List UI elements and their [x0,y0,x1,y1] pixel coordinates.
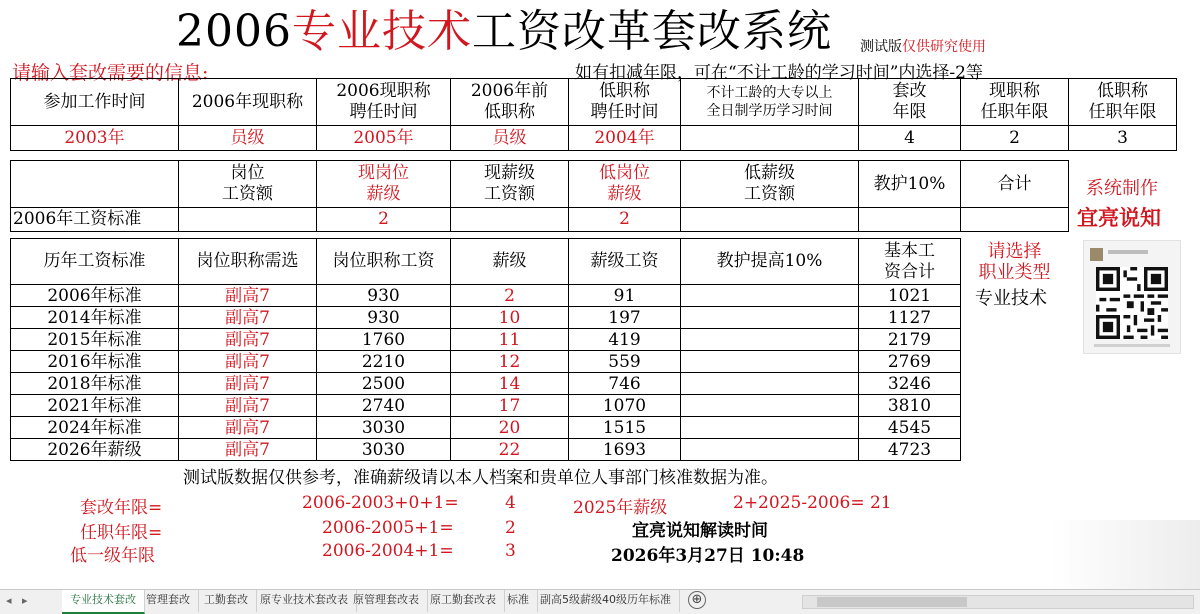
header-yearly-standard: 历年工资标准 [11,239,179,285]
title-pay-value: 1760 [317,329,451,351]
header-edu-nurse-bonus: 教护10% [859,161,961,208]
add-sheet-icon[interactable]: ⊕ [688,591,706,609]
row-label: 2006年标准 [11,285,179,307]
calc-label-lower-years: 低一级年限 [70,546,155,566]
lower-title-select[interactable]: 员级 [451,126,569,151]
grade-value: 12 [451,351,569,373]
header-lower-appoint-date: 低职称 聘任时间 [569,79,681,126]
header-study-time: 不计工龄的大专以上 全日制学历学习时间 [681,79,859,126]
grade-value: 22 [451,439,569,461]
header-basic-total: 基本工 资合计 [859,239,961,285]
beta-label: 测试版 [860,39,902,55]
qr-code-card [1083,240,1181,354]
grade-value: 10 [451,307,569,329]
row-label: 2026年薪级 [11,439,179,461]
qr-caption-placeholder [1094,344,1170,347]
current-title-select[interactable]: 员级 [179,126,317,151]
header-lower-title: 2006年前 低职称 [451,79,569,126]
header-reform-years: 套改 年限 [859,79,961,126]
job-type-prompt: 请选择 职业类型 [978,240,1051,283]
current-grade-pay-value [451,208,569,232]
table-row [11,395,1069,417]
bonus-value [681,285,859,307]
disclaimer: 测试版数据仅供参考，准确薪级请以本人档案和贵单位人事部门核准数据为准。 [183,468,778,488]
header-blank [11,161,179,208]
grade-pay-value: 746 [569,373,681,395]
header-total: 合计 [961,161,1069,208]
lower-post-grade-value: 2 [569,208,681,232]
join-date-input[interactable]: 2003年 [11,126,179,151]
title-select[interactable]: 副高7 [179,329,317,351]
table-row [11,373,1069,395]
yearly-standards-table [10,238,1069,461]
qr-code-icon [1096,267,1168,339]
standard-2006-table [10,160,1069,232]
grade-value: 20 [451,417,569,439]
sheet-tab[interactable]: 原专业技术套改表 [252,590,357,612]
title-select[interactable]: 副高7 [179,351,317,373]
blank-cell [961,351,1069,373]
header-join-date: 参加工作时间 [11,79,179,126]
row-label: 2014年标准 [11,307,179,329]
grade-pay-value: 1693 [569,439,681,461]
calc-result-tenure: 2 [505,518,516,538]
lower-appoint-date-input[interactable]: 2004年 [569,126,681,151]
corner-shade [1050,520,1200,590]
header-current-post-grade: 现岗位 薪级 [317,161,451,208]
title-select[interactable]: 副高7 [179,373,317,395]
blank-cell [961,329,1069,351]
grade-value: 2 [451,285,569,307]
title-pay-value: 3030 [317,417,451,439]
study-time-input[interactable] [681,126,859,151]
basic-total-value: 4723 [859,439,961,461]
blank-cell [961,395,1069,417]
row-label: 2021年标准 [11,395,179,417]
edu-nurse-bonus-value [859,208,961,232]
calc-formula-lower-years: 2006-2004+1= [322,541,454,561]
scrollbar-thumb[interactable] [817,597,967,607]
header-grade-pay: 薪级工资 [569,239,681,285]
grade-value: 11 [451,329,569,351]
table-row [11,307,1069,329]
table-row [11,285,1069,307]
grade-pay-value: 559 [569,351,681,373]
current-post-grade-value: 2 [317,208,451,232]
current-appoint-date-input[interactable]: 2005年 [317,126,451,151]
title-pay-value: 2210 [317,351,451,373]
author-name: 宜亮说知 [1077,205,1161,230]
sheet-tab[interactable]: 专业技术套改 [62,590,145,614]
basic-total-value: 1127 [859,307,961,329]
sheet-tab[interactable]: 原工勤套改表 [422,590,505,612]
deduction-hint: 如有扣减年限，可在“不计工龄的学习时间”内选择-2等 [575,63,983,83]
contact-name-placeholder [1108,250,1148,254]
input-table [10,78,1177,151]
title-highlight: 专业技术 [291,6,472,57]
grade-value: 14 [451,373,569,395]
calc-label-tenure: 任职年限= [80,523,163,543]
bonus-value [681,351,859,373]
header-lower-post-grade: 低岗位 薪级 [569,161,681,208]
read-time-datetime: 2026年3月27日 10:48 [611,546,805,566]
made-by-label: 系统制作 [1086,178,1158,199]
title-select[interactable]: 副高7 [179,439,317,461]
basic-total-value: 4545 [859,417,961,439]
grade-2025-label: 2025年薪级 [573,498,668,518]
read-time-label: 宜亮说知解读时间 [632,521,768,541]
sheet-tab[interactable]: 副高5级薪级40级历年标准 [532,590,680,612]
table-row [11,439,1069,461]
calc-formula-tenure: 2006-2005+1= [322,518,454,538]
grade-value: 17 [451,395,569,417]
job-type-select[interactable]: 专业技术 [975,288,1047,309]
sheet-tab[interactable]: 原管理套改表 [345,590,428,612]
horizontal-scrollbar[interactable] [802,595,1194,609]
table-row [11,351,1069,373]
bonus-value [681,329,859,351]
tab-scroll-left-icon[interactable]: ◂ [6,594,12,607]
grade-2025-formula: 2+2025-2006= 21 [733,493,892,513]
app-title [176,4,832,60]
title-select[interactable]: 副高7 [179,395,317,417]
title-year: 2006 [176,6,292,57]
blank-cell [961,373,1069,395]
sheet-tab[interactable]: 标准 [499,590,538,612]
basic-total-value: 2769 [859,351,961,373]
lower-tenure-value: 3 [1069,126,1177,151]
title-select[interactable]: 副高7 [179,285,317,307]
row-label-2006-standard: 2006年工资标准 [11,208,179,232]
current-tenure-value: 2 [961,126,1069,151]
header-post-pay: 岗位 工资额 [179,161,317,208]
row-label: 2015年标准 [11,329,179,351]
header-grade: 薪级 [451,239,569,285]
row-label: 2016年标准 [11,351,179,373]
total-value [961,208,1069,232]
header-lower-tenure: 低职称 任职年限 [1069,79,1177,126]
post-pay-value [179,208,317,232]
title-pay-value: 2740 [317,395,451,417]
blank-cell [961,439,1069,461]
tab-scroll-right-icon[interactable]: ▸ [22,594,28,607]
blank-cell [961,417,1069,439]
bonus-value [681,373,859,395]
row-label: 2018年标准 [11,373,179,395]
calc-result-lower-years: 3 [505,541,516,561]
grade-pay-value: 1515 [569,417,681,439]
header-current-title: 2006年现职称 [179,79,317,126]
bonus-value [681,307,859,329]
header-current-grade-pay: 现薪级 工资额 [451,161,569,208]
header-title-select: 岗位职称需选 [179,239,317,285]
grade-pay-value: 419 [569,329,681,351]
title-pay-value: 930 [317,307,451,329]
header-bonus: 教护提高10% [681,239,859,285]
beta-note [860,36,986,56]
beta-emphasis: 仅供研究使用 [902,39,986,55]
input-prompt: 请输入套改需要的信息: [12,62,209,84]
yearly-rows [11,285,1069,461]
grade-pay-value: 91 [569,285,681,307]
basic-total-value: 3810 [859,395,961,417]
basic-total-value: 3246 [859,373,961,395]
header-current-tenure: 现职称 任职年限 [961,79,1069,126]
grade-pay-value: 197 [569,307,681,329]
sheet-tab[interactable]: 管理套改 [138,590,199,612]
basic-total-value: 2179 [859,329,961,351]
table-row [11,329,1069,351]
row-label: 2024年标准 [11,417,179,439]
title-pay-value: 3030 [317,439,451,461]
calc-formula-reform-years: 2006-2003+0+1= [302,493,459,513]
title-select[interactable]: 副高7 [179,307,317,329]
title-pay-value: 930 [317,285,451,307]
grade-pay-value: 1070 [569,395,681,417]
bonus-value [681,439,859,461]
lower-grade-pay-value [681,208,859,232]
calc-label-reform-years: 套改年限= [80,498,163,518]
calc-result-reform-years: 4 [505,493,516,513]
title-select[interactable]: 副高7 [179,417,317,439]
basic-total-value: 1021 [859,285,961,307]
title-rest: 工资改革套改系统 [471,6,832,57]
sheet-tab-bar [0,589,1200,614]
header-current-appoint-date: 2006现职称 聘任时间 [317,79,451,126]
title-pay-value: 2500 [317,373,451,395]
table-row [11,417,1069,439]
sheet-tab[interactable]: 工勤套改 [196,590,257,612]
bonus-value [681,417,859,439]
avatar [1090,248,1103,261]
bonus-value [681,395,859,417]
reform-years-value: 4 [859,126,961,151]
header-title-pay: 岗位职称工资 [317,239,451,285]
header-lower-grade-pay: 低薪级 工资额 [681,161,859,208]
